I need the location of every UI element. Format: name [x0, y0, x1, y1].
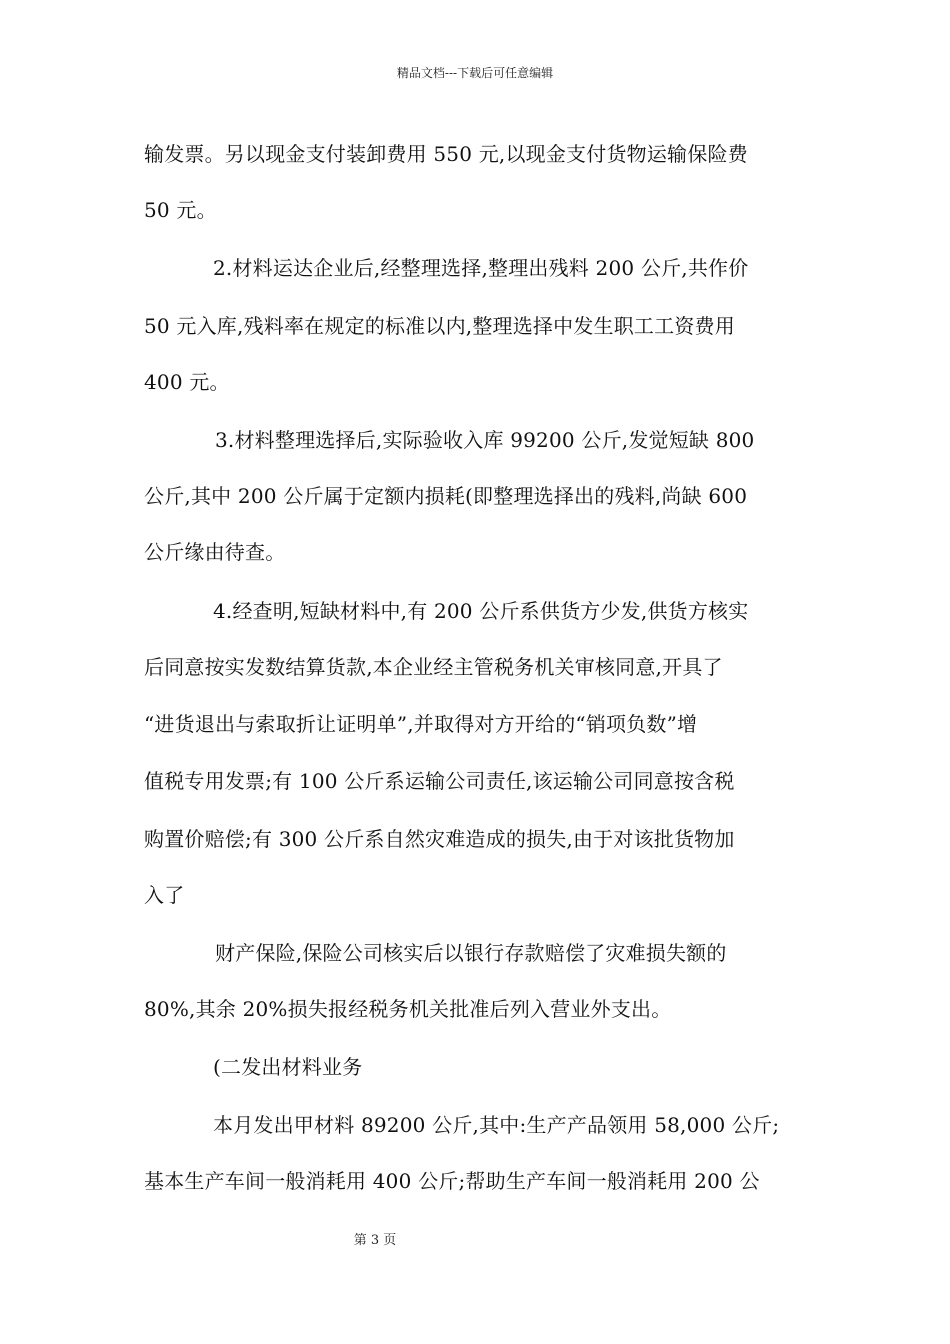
text-line-5: 400 元。: [144, 370, 230, 394]
text-line-12: 值税专用发票;有 100 公斤系运输公司责任,该运输公司同意按含税: [144, 769, 735, 793]
text-line-4: 50 元入库,残料率在规定的标准以内,整理选择中发生职工工资费用: [144, 314, 735, 338]
text-line-19: 基本生产车间一般消耗用 400 公斤;帮助生产车间一般消耗用 200 公: [144, 1169, 760, 1193]
text-line-11: “进货退出与索取折让证明单”,并取得对方开给的“销项负数”增: [144, 712, 698, 736]
page-header: 精品文档---下载后可任意编辑: [396, 66, 554, 80]
text-line-10: 后同意按实发数结算货款,本企业经主管税务机关审核同意,开具了: [144, 655, 723, 679]
page-number: 第 3 页: [353, 1233, 397, 1248]
text-line-6: 3.材料整理选择后,实际验收入库 99200 公斤,发觉短缺 800: [215, 428, 755, 452]
text-line-18: 本月发出甲材料 89200 公斤,其中:生产产品领用 58,000 公斤;: [213, 1113, 780, 1137]
text-line-9: 4.经查明,短缺材料中,有 200 公斤系供货方少发,供货方核实: [213, 599, 749, 623]
text-line-7: 公斤,其中 200 公斤属于定额内损耗(即整理选择出的残料,尚缺 600: [144, 484, 748, 508]
text-line-1: 输发票。另以现金支付装卸费用 550 元,以现金支付货物运输保险费: [144, 142, 748, 166]
text-line-13: 购置价赔偿;有 300 公斤系自然灾难造成的损失,由于对该批货物加: [144, 827, 735, 851]
text-line-17: (二发出材料业务: [213, 1055, 363, 1079]
text-line-3: 2.材料运达企业后,经整理选择,整理出残料 200 公斤,共作价: [213, 256, 749, 280]
text-line-15: 财产保险,保险公司核实后以银行存款赔偿了灾难损失额的: [215, 941, 727, 965]
text-line-16: 80%,其余 20%损失报经税务机关批准后列入营业外支出。: [144, 997, 672, 1021]
text-line-8: 公斤缘由待查。: [144, 540, 286, 564]
text-line-14: 入了: [144, 883, 185, 907]
text-line-2: 50 元。: [144, 198, 217, 222]
